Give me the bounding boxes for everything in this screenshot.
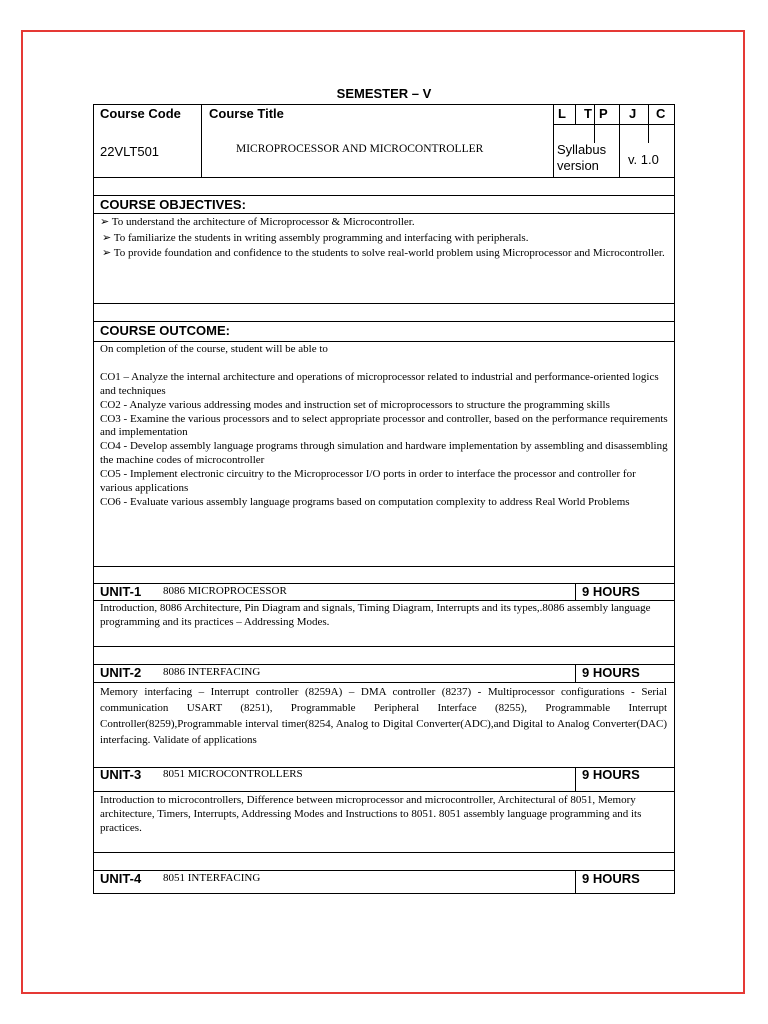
outcome-item: CO2 - Analyze various addressing modes and instruction set of microprocessors to structure the programming skills (100, 398, 610, 411)
outcome-heading: COURSE OUTCOME: (100, 323, 230, 338)
unit-2-hours: 9 HOURS (582, 665, 640, 680)
outcome-item: CO3 - Examine the various processors and to select appropriate processor and controller, based on the performance requirements and implementation (100, 412, 668, 439)
unit-1-label: UNIT-1 (100, 584, 142, 599)
objective-item: ➢ To understand the architecture of Microprocessor & Microcontroller. (100, 216, 415, 228)
outcome-item: CO5 - Implement electronic circuitry to the Microprocessor I/O ports in order to interface the processor and controller for various applications (100, 468, 636, 495)
version-value: v. 1.0 (628, 152, 659, 167)
course-title: MICROPROCESSOR AND MICROCONTROLLER (236, 143, 484, 155)
c-label: C (656, 106, 666, 121)
objective-item: ➢ To provide foundation and confidence to the students to solve real-world problem using Microprocessor and Microcontroller. (102, 247, 665, 259)
unit-1-content: Introduction, 8086 Architecture, Pin Diagram and signals, Timing Diagram, Interrupts and its types,.8086 assembly language programming and its practices – Addressing Modes. (100, 602, 651, 628)
j-label: J (629, 106, 637, 121)
objectives-list (100, 215, 670, 262)
syllabus-version-label: Syllabus version (557, 142, 607, 173)
course-code-label: Course Code (100, 106, 181, 121)
course-code: 22VLT501 (100, 144, 160, 159)
course-title-label: Course Title (209, 106, 284, 121)
unit-2-label: UNIT-2 (100, 665, 142, 680)
unit-1-title: 8086 MICROPROCESSOR (163, 585, 287, 597)
unit-4-hours: 9 HOURS (582, 871, 640, 886)
unit-1-hours: 9 HOURS (582, 584, 640, 599)
unit-3-title: 8051 MICROCONTROLLERS (163, 768, 303, 780)
unit-2-title: 8086 INTERFACING (163, 666, 261, 678)
l-label: L (558, 106, 566, 121)
unit-4-label: UNIT-4 (100, 871, 142, 886)
objective-item: ➢ To familiarize the students in writing assembly programming and interfacing with peripherals. (102, 231, 529, 244)
p-label: P (599, 106, 608, 121)
outcome-item: CO4 - Develop assembly language programs through simulation and hardware implementation by assembling and disassembling the machine codes of microcontroller (100, 440, 668, 467)
syllabus-table (93, 104, 675, 894)
outcome-item: CO1 – Analyze the internal architecture and operations of microprocessor related to industrial and performance-oriented logics and techniques (100, 370, 659, 397)
semester-title: SEMESTER – V (336, 86, 432, 101)
unit-2-content: Memory interfacing – Interrupt controller (8259A) – DMA controller (8237) - Multiprocessor configurations - Serial communication USART (8251), Programmable Peripheral Interface (8255), Programmable Interrupt Controller(8259),Programmable interval timer(8254, Analog to Digital Converter(ADC),and Digital to Analog Converter(DAC) interfacing. Validate of applications (100, 686, 667, 746)
unit-3-hours: 9 HOURS (582, 767, 640, 782)
outcome-list (100, 343, 670, 510)
t-label: T (584, 106, 592, 121)
outcome-intro: On completion of the course, student will be able to (100, 343, 328, 355)
objectives-heading: COURSE OBJECTIVES: (100, 197, 246, 212)
outcome-item: CO6 - Evaluate various assembly language programs based on computation complexity to address Real World Problems (100, 495, 630, 508)
unit-4-title: 8051 INTERFACING (163, 872, 261, 884)
unit-3-content: Introduction to microcontrollers, Difference between microprocessor and microcontroller, Architectural of 8051, Memory architecture, Timers, Interrupts, Addressing Modes and Instructions to 8051. 8051 assembly language programming and its practices. (100, 794, 642, 834)
unit-3-label: UNIT-3 (100, 767, 142, 782)
